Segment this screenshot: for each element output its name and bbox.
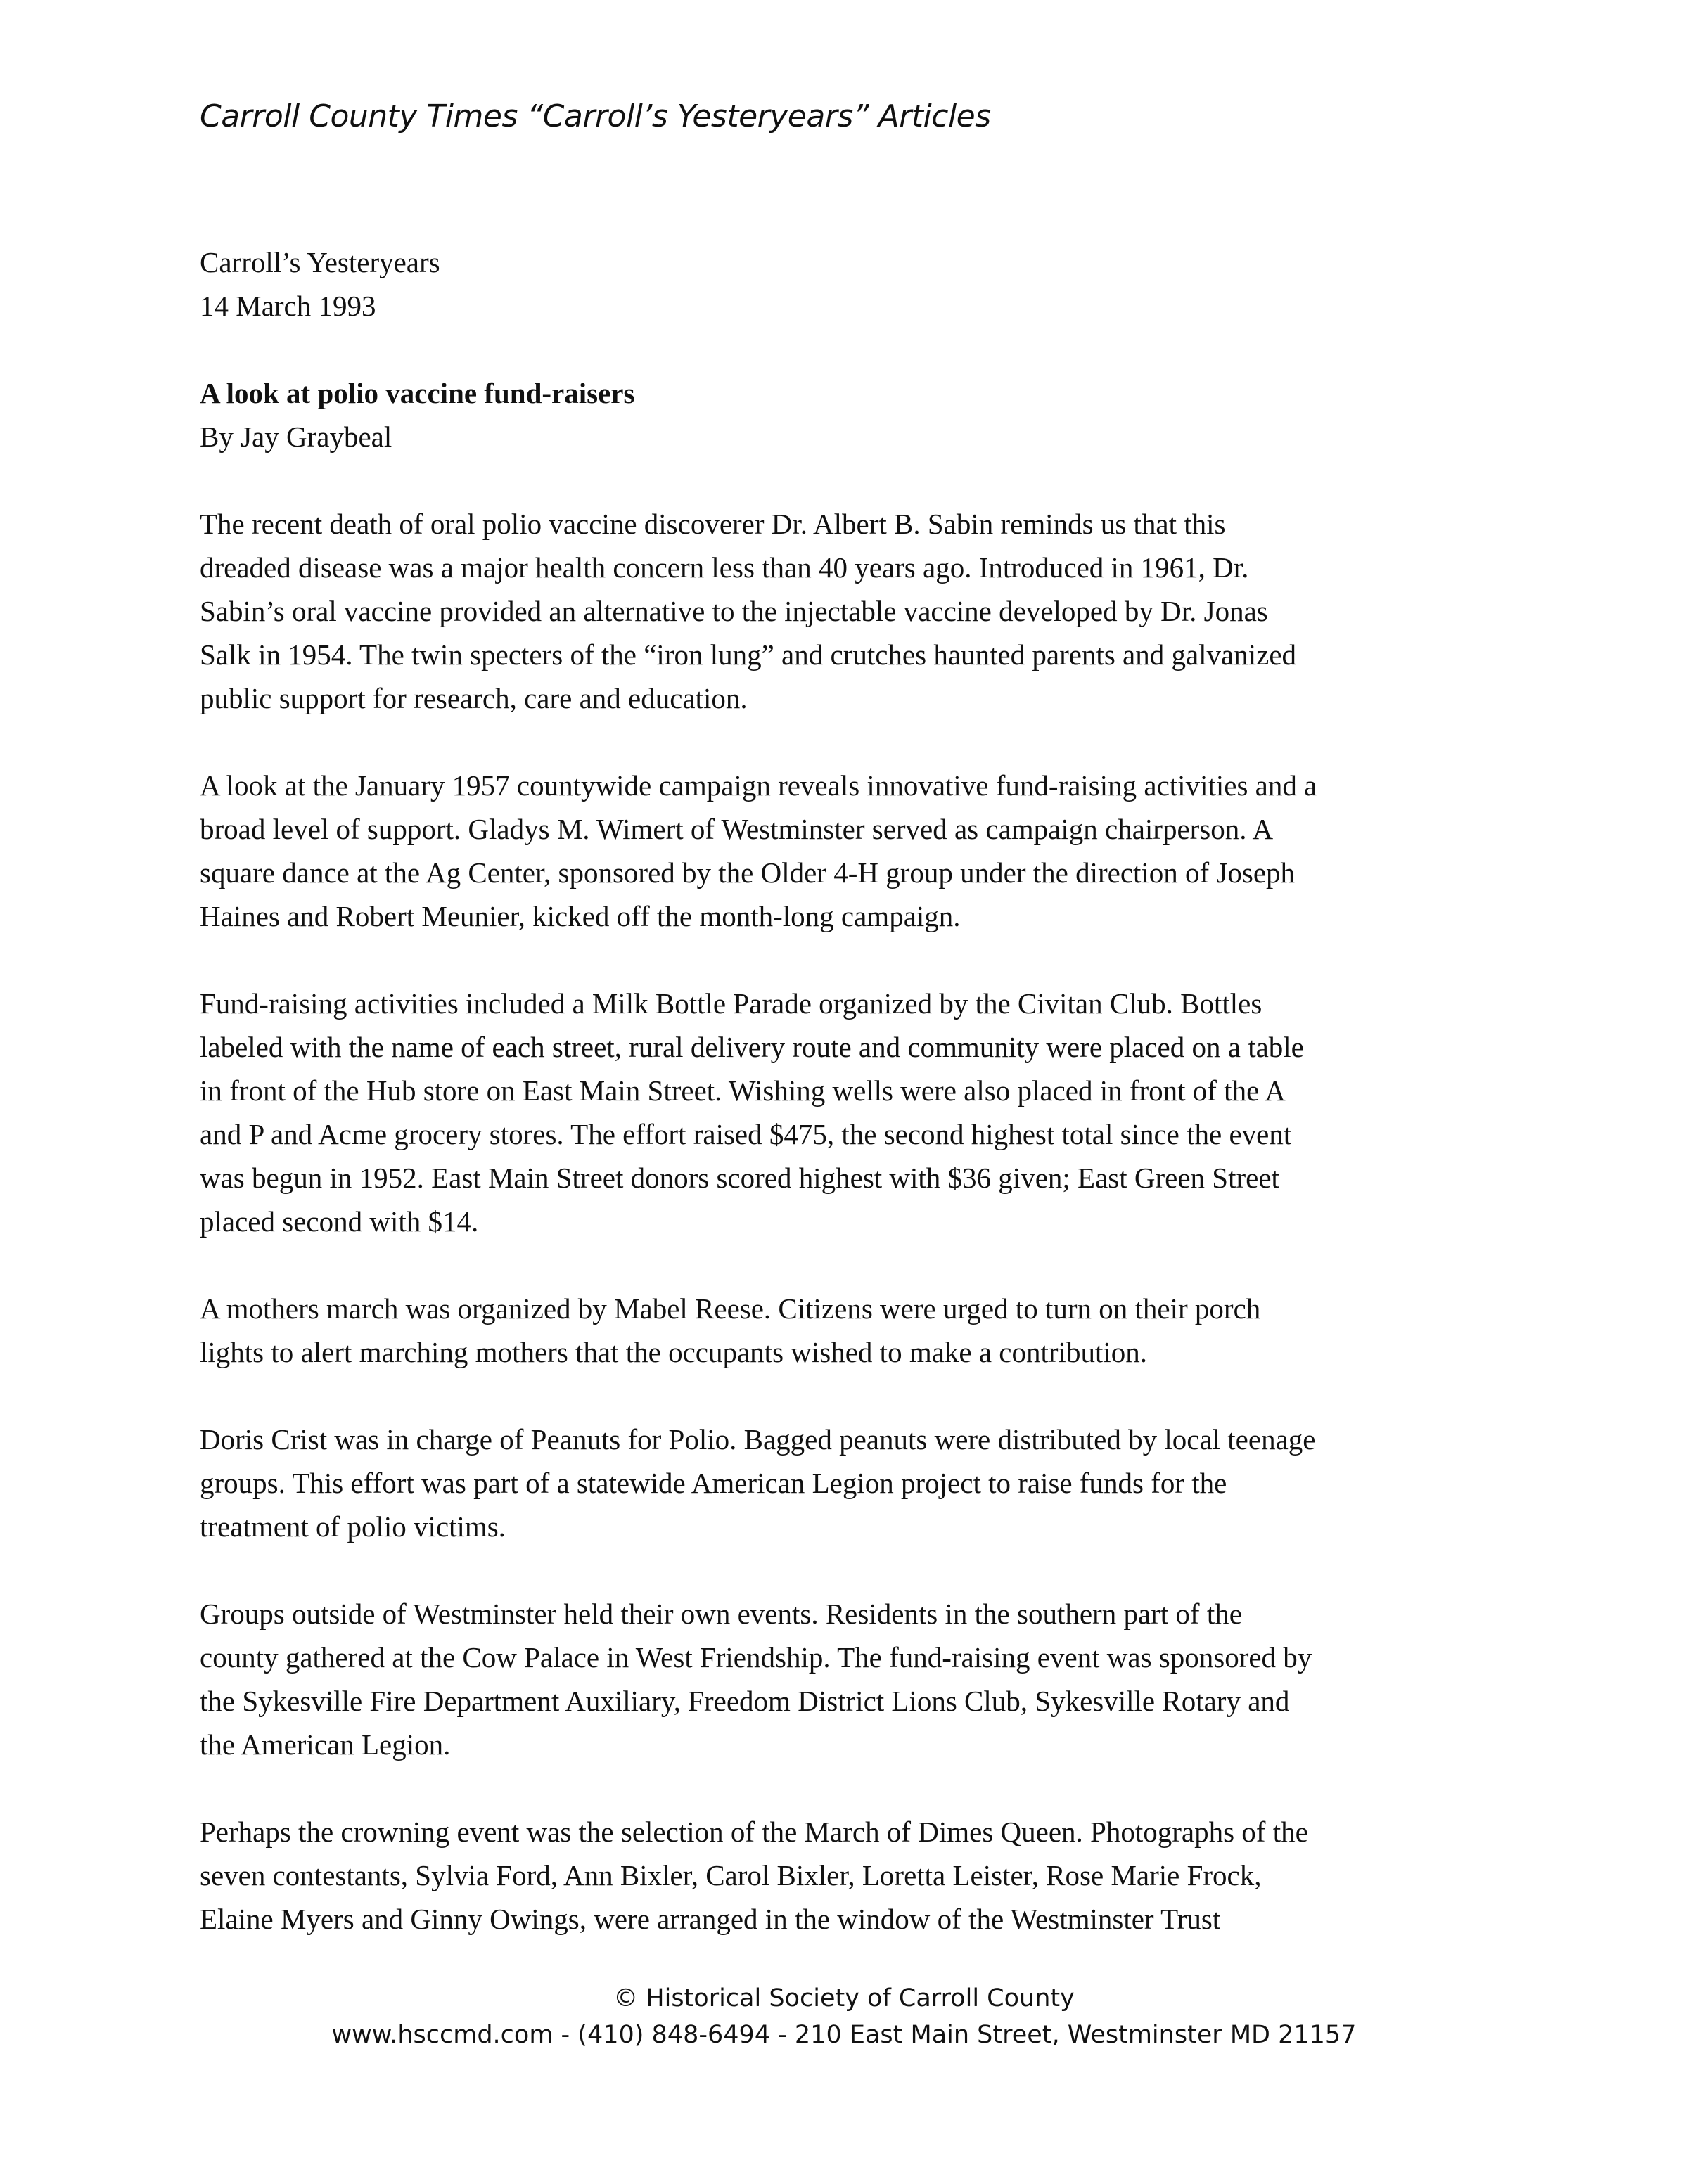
- text-line: broad level of support. Gladys M. Wimert of Westminster served as campaign chairperson. A: [200, 813, 1274, 845]
- article-body: [200, 240, 1522, 1941]
- text-line: public support for research, care and education.: [200, 682, 748, 714]
- text-line: Sabin’s oral vaccine provided an alternative to the injectable vaccine developed by Dr. Jonas: [200, 595, 1268, 627]
- text-line: A look at the January 1957 countywide campaign reveals innovative fund-raising activities and a: [200, 769, 1317, 802]
- text-line: Elaine Myers and Ginny Owings, were arranged in the window of the Westminster Trust: [200, 1903, 1221, 1935]
- spacer: [200, 1766, 1522, 1810]
- paragraph-6: [200, 1592, 1522, 1766]
- text-line: groups. This effort was part of a statewide American Legion project to raise funds for the: [200, 1467, 1227, 1499]
- text-line: Fund-raising activities included a Milk Bottle Parade organized by the Civitan Club. Bottles: [200, 987, 1262, 1020]
- article-byline: By Jay Graybeal: [200, 420, 392, 453]
- footer-copyright: © Historical Society of Carroll County: [613, 1984, 1075, 2012]
- spacer: [200, 1374, 1522, 1418]
- paragraph-1: [200, 502, 1522, 720]
- paragraph-2: [200, 764, 1522, 938]
- paragraph-4: [200, 1287, 1522, 1374]
- article-headline: A look at polio vaccine fund-raisers: [200, 377, 635, 409]
- column-name: Carroll’s Yesteryears: [200, 246, 440, 278]
- text-line: lights to alert marching mothers that the occupants wished to make a contribution.: [200, 1336, 1147, 1368]
- text-line: Perhaps the crowning event was the selection of the March of Dimes Queen. Photographs of the: [200, 1816, 1308, 1848]
- paragraph-5: [200, 1418, 1522, 1548]
- text-line: seven contestants, Sylvia Ford, Ann Bixler, Carol Bixler, Loretta Leister, Rose Marie Frock,: [200, 1859, 1262, 1891]
- paragraph-3: [200, 982, 1522, 1243]
- text-line: and P and Acme grocery stores. The effort raised $475, the second highest total since the event: [200, 1118, 1292, 1150]
- text-line: the American Legion.: [200, 1728, 451, 1761]
- running-header: Carroll County Times “Carroll’s Yesteryears” Articles: [200, 98, 991, 134]
- text-line: Groups outside of Westminster held their own events. Residents in the southern part of the: [200, 1598, 1242, 1630]
- text-line: Salk in 1954. The twin specters of the “iron lung” and crutches haunted parents and galvanized: [200, 638, 1297, 671]
- text-line: Doris Crist was in charge of Peanuts for Polio. Bagged peanuts were distributed by local teenage: [200, 1423, 1316, 1456]
- text-line: was begun in 1952. East Main Street donors scored highest with $36 given; East Green Street: [200, 1162, 1279, 1194]
- text-line: labeled with the name of each street, rural delivery route and community were placed on a table: [200, 1031, 1304, 1063]
- text-line: treatment of polio victims.: [200, 1510, 506, 1543]
- spacer: [200, 1243, 1522, 1287]
- text-line: in front of the Hub store on East Main Street. Wishing wells were also placed in front of the A: [200, 1074, 1286, 1107]
- paragraph-7: [200, 1810, 1522, 1941]
- text-line: county gathered at the Cow Palace in West Friendship. The fund-raising event was sponsored by: [200, 1641, 1312, 1674]
- text-line: placed second with $14.: [200, 1205, 479, 1238]
- article-date: 14 March 1993: [200, 290, 376, 322]
- text-line: the Sykesville Fire Department Auxiliary, Freedom District Lions Club, Sykesville Rotary and: [200, 1685, 1290, 1717]
- footer-contact: www.hsccmd.com - (410) 848-6494 - 210 East Main Street, Westminster MD 21157: [331, 2021, 1357, 2049]
- spacer: [200, 938, 1522, 982]
- text-line: Haines and Robert Meunier, kicked off the month-long campaign.: [200, 900, 961, 932]
- text-line: dreaded disease was a major health concern less than 40 years ago. Introduced in 1961, Dr.: [200, 551, 1249, 584]
- spacer: [200, 720, 1522, 764]
- spacer: [200, 1548, 1522, 1592]
- spacer: [200, 328, 1522, 371]
- text-line: The recent death of oral polio vaccine discoverer Dr. Albert B. Sabin reminds us that this: [200, 508, 1226, 540]
- text-line: A mothers march was organized by Mabel Reese. Citizens were urged to turn on their porch: [200, 1292, 1261, 1325]
- spacer: [200, 458, 1522, 502]
- text-line: square dance at the Ag Center, sponsored by the Older 4-H group under the direction of Joseph: [200, 856, 1296, 889]
